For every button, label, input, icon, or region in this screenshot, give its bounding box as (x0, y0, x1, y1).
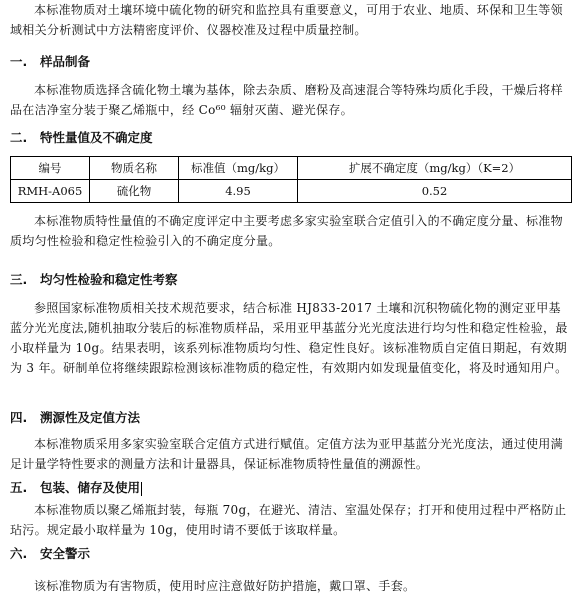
section-title: 溯源性及定值方法 (40, 410, 141, 425)
intro-paragraph: 本标准物质对土壤环境中硫化物的研究和监控具有重要意义，可用于农业、地质、环保和卫生等领域相关分析测试中方法精密度评价、仪器校准及过程中质量控制。 (10, 3, 563, 37)
intro-section (10, 0, 572, 40)
section-paragraph: 参照国家标准物质相关技术规范要求，结合标准 HJ833-2017 土壤和沉积物硫化物的测定亚甲基蓝分光光度法,随机抽取分装后的标准物质样品，采用亚甲基蓝分光光度法进行均匀性和稳定性检验，最小取样量为 10g。结果表明，该系列标准物质均匀性、稳定性良好。该标准物质自定值日期起，有效期为 3 年。研制单位将继续跟踪检测该标准物质的稳定性，有效期内如发现量值变化，将及时通知用户。 (10, 301, 568, 375)
section-3 (10, 270, 572, 378)
property-table (10, 156, 572, 203)
section-paragraph: 本标准物质采用多家实验室联合定值方式进行赋值。定值方法为亚甲基蓝分光光度法，通过使用满足计量学特性要求的测量方法和计量器具，保证标准物质特性量值的溯源性。 (10, 437, 563, 471)
section-paragraph: 本标准物质以聚乙烯瓶封装，每瓶 70g，在避光、清洁、室温处保存；打开和使用过程中严格防止玷污。规定最小取样量为 10g，使用时请不要低于该取样量。 (10, 503, 567, 537)
table-cell: 硫化物 (90, 180, 179, 203)
section-4 (10, 408, 572, 474)
section-1 (10, 52, 572, 120)
section-5 (10, 478, 572, 540)
section-title: 安全警示 (40, 546, 91, 561)
section-title: 包装、储存及使用 (40, 480, 141, 495)
section-heading (10, 270, 572, 290)
section-title: 均匀性检验和稳定性考察 (40, 272, 178, 287)
table-header-cell: 扩展不确定度（mg/kg）（K=2） (298, 157, 572, 180)
section-2 (10, 128, 572, 251)
section-title: 样品制备 (40, 54, 91, 69)
section-heading (10, 128, 572, 148)
table-header-cell: 物质名称 (90, 157, 179, 180)
section-heading (10, 544, 572, 564)
section-number: 六. (10, 546, 28, 561)
section-heading (10, 52, 572, 72)
table-row (11, 180, 572, 203)
section-paragraph: 本标准物质选择含硫化物土壤为基体，除去杂质、磨粉及高速混合等特殊均质化手段，干燥后将样品在洁净室分装于聚乙烯瓶中，经 Co⁶⁰ 辐射灭菌、避光保存。 (10, 83, 563, 117)
table-cell: 4.95 (179, 180, 298, 203)
section-number: 三. (10, 272, 28, 287)
table-header-cell: 标准值（mg/kg） (179, 157, 298, 180)
table-cell: RMH-A065 (11, 180, 90, 203)
section-number: 五. (10, 480, 28, 495)
section-heading (10, 408, 572, 428)
section-number: 四. (10, 410, 28, 425)
section-title: 特性量值及不确定度 (40, 130, 153, 145)
section-paragraph: 该标准物质为有害物质，使用时应注意做好防护措施，戴口罩、手套。 (34, 579, 416, 593)
section-number: 一. (10, 54, 28, 69)
table-header-cell: 编号 (11, 157, 90, 180)
table-header-row (11, 157, 572, 180)
section-heading (10, 478, 572, 498)
section-paragraph: 本标准物质特性量值的不确定度评定中主要考虑多家实验室联合定值引入的不确定度分量、标准物质均匀性检验和稳定性检验引入的不确定度分量。 (10, 214, 563, 248)
table-cell: 0.52 (298, 180, 572, 203)
text-cursor (141, 482, 142, 496)
section-6 (10, 544, 572, 596)
section-number: 二. (10, 130, 28, 145)
